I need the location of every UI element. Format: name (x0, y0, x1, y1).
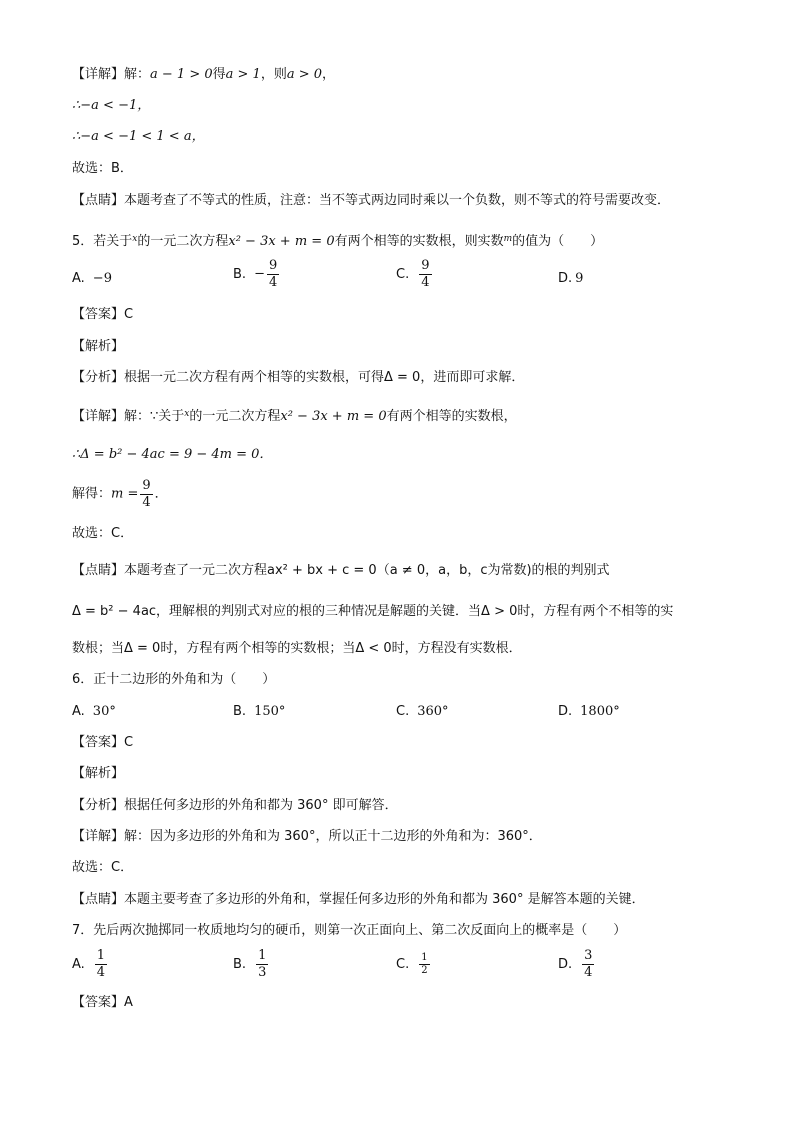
numerator: 1 (421, 952, 428, 963)
option-label: D. (558, 704, 573, 719)
text: 的一元二次方程 (137, 234, 229, 249)
option-value: 9 (575, 271, 584, 286)
q6-option-c (396, 703, 449, 721)
q6-option-d (558, 703, 620, 721)
option-label: A. (72, 956, 85, 972)
denominator: 4 (584, 965, 593, 980)
option-value: −9 (92, 271, 112, 286)
option-sign: − (254, 266, 265, 282)
q4-detail-line (72, 66, 335, 84)
option-value: 30° (92, 704, 116, 719)
denominator: 4 (421, 275, 430, 290)
fraction (582, 948, 594, 981)
q7-option-c (396, 952, 432, 977)
text: ． (154, 486, 168, 502)
q6-option-b (233, 703, 285, 721)
q5-choose: 故选：C． (72, 526, 134, 541)
text: 的一元二次方程 (189, 409, 281, 424)
q4-step-2: ∴−a < −1， (72, 98, 151, 113)
numerator: 3 (584, 948, 593, 963)
text: 解得： (72, 486, 112, 502)
denominator: 3 (258, 965, 267, 980)
q6-option-a (72, 703, 116, 721)
text: 的值为（ ） (512, 234, 604, 249)
q6-choose: 故选：C． (72, 860, 134, 875)
q5-stem (72, 230, 603, 251)
denominator: 4 (268, 275, 278, 290)
denominator: 4 (142, 495, 151, 510)
q5-comment-3: 数根；当Δ = 0时，方程有两个相等的实数根；当Δ < 0时，方程没有实数根． (72, 641, 522, 656)
fraction (95, 948, 107, 981)
text: 有两个相等的实数根， (386, 409, 517, 424)
denominator: 4 (96, 965, 106, 980)
math-expr: m = (111, 486, 139, 502)
numerator: 1 (258, 948, 267, 963)
numerator: 9 (142, 478, 151, 493)
q5-fenxi: 【分析】根据一元二次方程有两个相等的实数根，可得Δ = 0，进而即可求解． (72, 370, 525, 385)
q5-solve (72, 478, 168, 511)
q7-option-b (233, 948, 270, 981)
q7-option-d (558, 948, 596, 981)
option-label: C. (396, 704, 410, 719)
math-equation: x² − 3x + m = 0 (280, 409, 387, 424)
numerator: 9 (421, 258, 430, 273)
option-value: 360° (417, 704, 449, 719)
math-expr: a − 1 > 0 (150, 67, 213, 82)
math-equation: x² − 3x + m = 0 (228, 234, 335, 249)
option-value: 150° (254, 704, 286, 719)
option-value: 1800° (580, 704, 620, 719)
fraction (256, 948, 268, 981)
q5-option-c (396, 258, 434, 291)
q5-analysis-label: 【解析】 (72, 339, 125, 354)
q5-detail (72, 405, 517, 426)
detail-label: 【详解】解： (72, 67, 151, 82)
option-label: B. (233, 956, 247, 972)
option-label: D. (558, 271, 573, 286)
q5-comment-1: 【点睛】本题考查了一元二次方程ax² + bx + c = 0（a ≠ 0，a，b，c为常数)的根的判别式 (72, 563, 610, 578)
text: ，则 (260, 67, 287, 82)
fraction (140, 478, 152, 511)
denominator: 2 (421, 965, 428, 976)
math-var: m (503, 234, 513, 244)
option-label: A. (72, 271, 85, 286)
fraction (419, 258, 431, 291)
text: 有两个相等的实数根，则实数 (334, 234, 504, 249)
option-label: A. (72, 704, 85, 719)
q5-option-a (72, 270, 112, 288)
q4-comment: 【点睛】本题考查了不等式的性质，注意：当不等式两边同时乘以一个负数，则不等式的符号需要改变． (72, 193, 671, 208)
numerator: 1 (96, 948, 106, 963)
option-label: C. (396, 266, 410, 282)
q5-discriminant: ∴Δ = b² − 4ac = 9 − 4m = 0． (72, 447, 273, 462)
q5-comment-2: Δ = b² − 4ac，理解根的判别式对应的根的三种情况是解题的关键．当Δ > 0时，方程有两个不相等的实 (72, 604, 674, 619)
option-label: C. (396, 956, 410, 972)
fraction (419, 952, 429, 977)
text: 得 (212, 67, 226, 82)
q6-detail: 【详解】解：因为多边形的外角和为 360°，所以正十二边形的外角和为：360°． (72, 829, 542, 844)
option-label: B. (233, 704, 247, 719)
option-label: B. (233, 266, 247, 282)
q7-stem: 7．先后两次抛掷同一枚质地均匀的硬币，则第一次正面向上、第二次反面向上的概率是（ ） (72, 923, 627, 938)
text: 5．若关于 (72, 234, 133, 249)
math-expr: a > 0 (286, 67, 323, 82)
option-label: D. (558, 956, 573, 972)
text: ， (322, 67, 336, 82)
q7-option-a (72, 948, 109, 981)
math-expr: a > 1 (225, 67, 261, 82)
q6-stem: 6．正十二边形的外角和为（ ） (72, 672, 276, 687)
numerator: 9 (268, 258, 278, 273)
q6-analysis-label: 【解析】 (72, 766, 125, 781)
q6-comment: 【点睛】本题主要考查了多边形的外角和，掌握任何多边形的外角和都为 360° 是解答本题的关键． (72, 892, 645, 907)
q7-answer: 【答案】A (72, 995, 133, 1010)
fraction (267, 258, 279, 291)
q6-answer: 【答案】C (72, 735, 134, 750)
math-var: x (132, 234, 138, 244)
q5-answer: 【答案】C (72, 307, 134, 322)
q6-fenxi: 【分析】根据任何多边形的外角和都为 360° 即可解答． (72, 798, 398, 813)
q5-option-b (233, 258, 281, 291)
q4-step-3: ∴−a < −1 < 1 < a， (72, 129, 205, 144)
text: 【详解】解：∵关于 (72, 409, 185, 424)
q4-choose: 故选：B． (72, 161, 133, 176)
q5-option-d (558, 270, 583, 288)
math-var: x (184, 409, 190, 419)
